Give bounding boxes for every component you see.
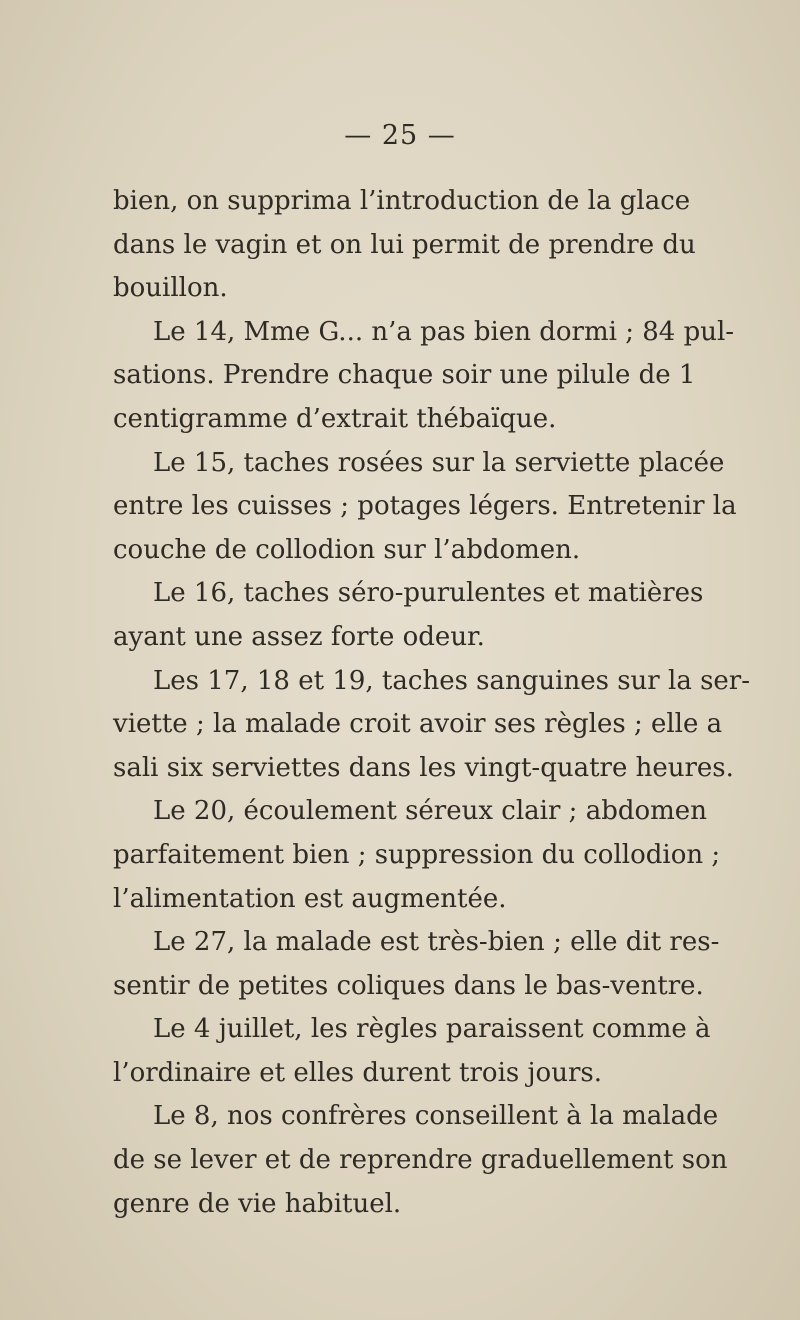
text-line: Le 27, la malade est très-bien ; elle dit res-	[153, 927, 720, 958]
text-line: Le 8, nos confrères conseillent à la malade	[153, 1101, 719, 1132]
text-line: bien, on supprima l’introduction de la glace	[113, 186, 691, 216]
text-line: centigramme d’extrait thébaïque.	[113, 403, 557, 434]
text-line: Les 17, 18 et 19, taches sanguines sur la ser-	[153, 665, 751, 696]
page-number: — 25 —	[344, 120, 456, 151]
text-line: Le 16, taches séro-purulentes et matières	[153, 578, 704, 609]
text-line: l’ordinaire et elles durent trois jours.	[113, 1057, 602, 1088]
text-line: sations. Prendre chaque soir une pilule de 1	[113, 360, 696, 391]
text-line: Le 15, taches rosées sur la serviette placée	[153, 447, 725, 478]
text-line: sali six serviettes dans les vingt-quatre heures.	[113, 752, 734, 783]
text-line: Le 14, Mme G... n’a pas bien dormi ; 84 pul-	[153, 316, 735, 347]
text-line: viette ; la malade croit avoir ses règles ; elle a	[113, 709, 723, 740]
text-line: Le 20, écoulement séreux clair ; abdomen	[153, 796, 707, 827]
text-line: dans le vagin et on lui permit de prendre du	[113, 229, 696, 260]
text-line: sentir de petites coliques dans le bas-ventre.	[113, 970, 704, 1001]
text-line: de se lever et de reprendre graduellement son	[113, 1145, 728, 1176]
text-line: genre de vie habituel.	[113, 1188, 402, 1219]
text-line: ayant une assez forte odeur.	[113, 621, 485, 652]
text-line: parfaitement bien ; suppression du collodion ;	[113, 839, 721, 870]
text-line: entre les cuisses ; potages légers. Entretenir la	[113, 491, 737, 522]
body-text	[113, 180, 751, 1226]
text-line: couche de collodion sur l’abdomen.	[113, 534, 581, 565]
text-line: Le 4 juillet, les règles paraissent comme à	[153, 1014, 711, 1045]
text-line: bouillon.	[113, 273, 228, 304]
text-line: l’alimentation est augmentée.	[113, 883, 507, 914]
